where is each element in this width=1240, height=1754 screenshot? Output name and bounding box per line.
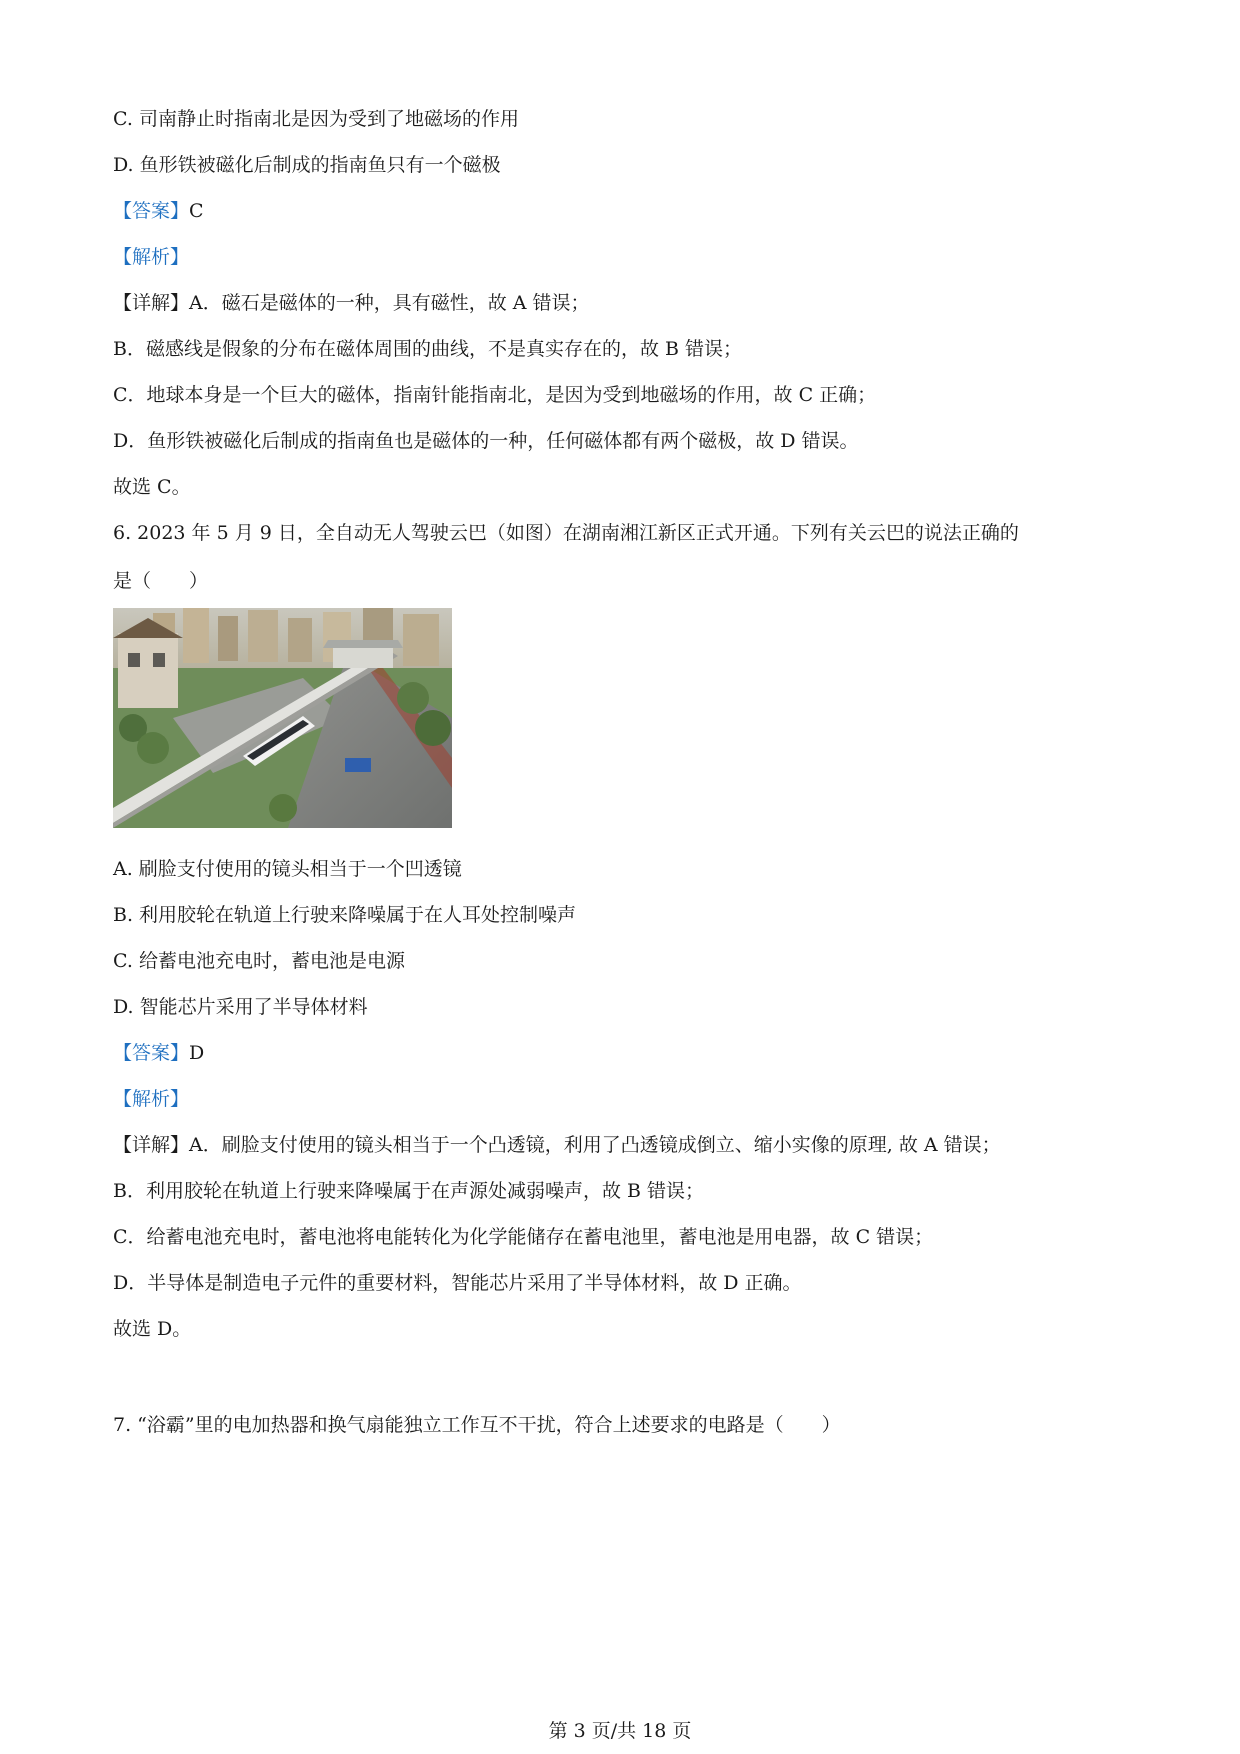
q6-stem-line1: 6. 2023 年 5 月 9 日，全自动无人驾驶云巴（如图）在湖南湘江新区正式开通。下列有关云巴的说法正确的 (113, 522, 1019, 544)
q6-answer (113, 1040, 204, 1066)
detail-text: A．磁石是磁体的一种，具有磁性，故 A 错误； (189, 292, 590, 314)
q5-option-c: C. 司南静止时指南北是因为受到了地磁场的作用 (113, 108, 519, 130)
q7-stem: 7. “浴霸”里的电加热器和换气扇能独立工作互不干扰，符合上述要求的电路是（ ） (113, 1414, 841, 1436)
detail-label: 【详解】 (113, 292, 190, 314)
answer-label: 【答案】 (113, 1042, 190, 1064)
q6-analysis-label: 【解析】 (113, 1088, 190, 1110)
answer-value: C (189, 200, 204, 222)
q6-option-c: C. 给蓄电池充电时，蓄电池是电源 (113, 950, 405, 972)
q6-option-b: B. 利用胶轮在轨道上行驶来降噪属于在人耳处控制噪声 (113, 904, 577, 926)
q5-detail-b: B．磁感线是假象的分布在磁体周围的曲线，不是真实存在的，故 B 错误； (113, 338, 743, 360)
q5-answer (113, 198, 204, 224)
q6-detail-b: B．利用胶轮在轨道上行驶来降噪属于在声源处减弱噪声，故 B 错误； (113, 1180, 705, 1202)
page-number: 第 3 页/共 18 页 (548, 1720, 692, 1742)
q6-option-d: D. 智能芯片采用了半导体材料 (113, 996, 368, 1018)
q6-detail-d: D．半导体是制造电子元件的重要材料，智能芯片采用了半导体材料，故 D 正确。 (113, 1272, 802, 1294)
q6-conclusion: 故选 D。 (113, 1318, 192, 1340)
answer-value: D (189, 1042, 205, 1064)
q5-detail-a (113, 290, 590, 316)
q5-conclusion: 故选 C。 (113, 476, 191, 498)
detail-label: 【详解】 (113, 1134, 190, 1156)
q6-stem-line2: 是（ ） (113, 570, 209, 592)
detail-text: A．刷脸支付使用的镜头相当于一个凸透镜，利用了凸透镜成倒立、缩小实像的原理, 故 A 错误； (189, 1134, 1001, 1156)
q5-option-d: D. 鱼形铁被磁化后制成的指南鱼只有一个磁极 (113, 154, 501, 176)
q5-detail-d: D．鱼形铁被磁化后制成的指南鱼也是磁体的一种，任何磁体都有两个磁极，故 D 错误。 (113, 430, 859, 452)
answer-label: 【答案】 (113, 200, 190, 222)
q6-detail-a (113, 1132, 1001, 1158)
q6-option-a: A. 刷脸支付使用的镜头相当于一个凹透镜 (113, 858, 462, 880)
q5-analysis-label: 【解析】 (113, 246, 190, 268)
q5-detail-c: C．地球本身是一个巨大的磁体，指南针能指南北，是因为受到地磁场的作用，故 C 正确； (113, 384, 877, 406)
cloud-rail-photo (113, 608, 452, 828)
q6-detail-c: C．给蓄电池充电时，蓄电池将电能转化为化学能储存在蓄电池里，蓄电池是用电器，故 C 错误； (113, 1226, 934, 1248)
